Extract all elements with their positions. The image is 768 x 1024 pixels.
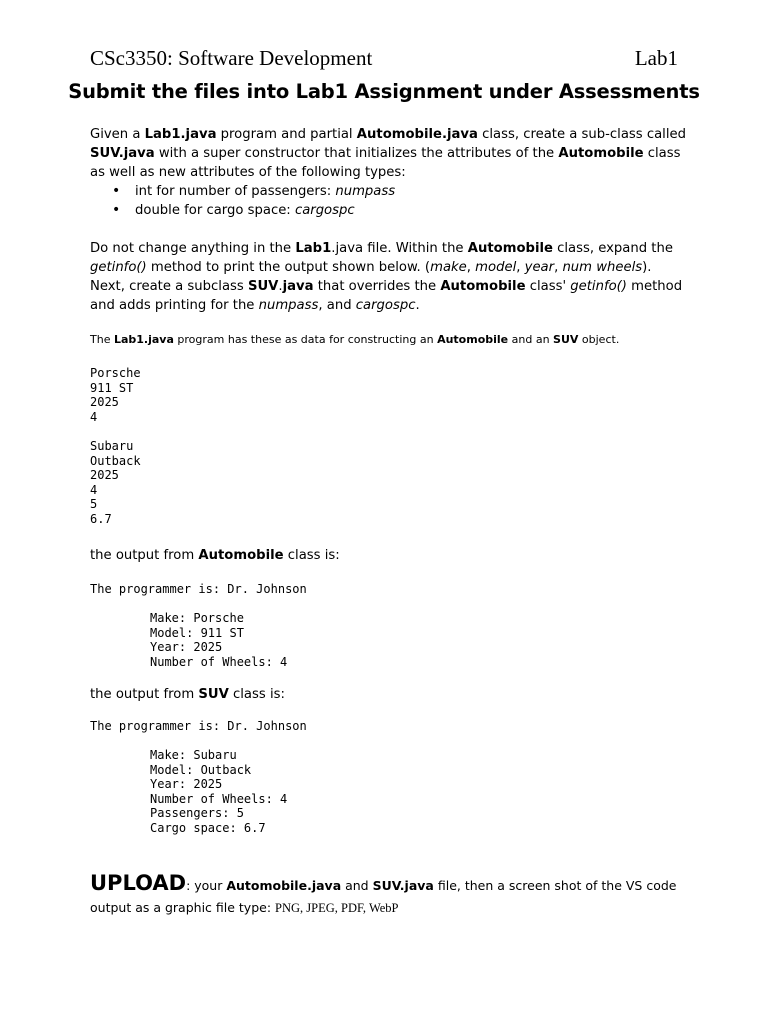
page-title: Submit the files into Lab1 Assignment under Assessments	[68, 80, 700, 103]
data-description: The Lab1.java program has these as data for constructing an Automobile and an SUV object.	[90, 333, 620, 346]
automobile-data-block: Porsche 911 ST 2025 4	[90, 366, 141, 424]
list-item: • int for number of passengers: numpass	[90, 182, 395, 201]
instructions-paragraph: Do not change anything in the Lab1.java file. Within the Automobile class, expand the getinfo() method to print the output shown below. (make, model, year, num wheels). Next, create a subclass SUV.java that overrides the Automobile class' getinfo() method and adds printing for the numpass, and cargospc.	[90, 241, 683, 313]
suv-output-block: Make: Subaru Model: Outback Year: 2025 Number of Wheels: 4 Passengers: 5 Cargo space: 6.7	[150, 748, 288, 835]
file-types: PNG, JPEG, PDF, WebP	[275, 901, 399, 915]
suv-output-header: The programmer is: Dr. Johnson	[90, 719, 307, 733]
attribute-list	[90, 182, 395, 220]
automobile-output-block: Make: Porsche Model: 911 ST Year: 2025 Number of Wheels: 4	[150, 611, 288, 669]
suv-data-block: Subaru Outback 2025 4 5 6.7	[90, 439, 141, 526]
upload-heading: UPLOAD	[90, 871, 187, 895]
automobile-output-label: the output from Automobile class is:	[90, 548, 340, 563]
suv-output-label: the output from SUV class is:	[90, 687, 285, 702]
list-item: • double for cargo space: cargospc	[90, 201, 395, 220]
upload-instructions: UPLOAD: your Automobile.java and SUV.java file, then a screen shot of the VS code output as a graphic file type: PNG, JPEG, PDF, WebP	[90, 871, 677, 915]
lab-label: Lab1	[634, 46, 678, 70]
course-name: CSc3350: Software Development	[90, 46, 373, 70]
automobile-output-header: The programmer is: Dr. Johnson	[90, 582, 307, 596]
page-header	[90, 46, 678, 71]
intro-paragraph: Given a Lab1.java program and partial Automobile.java class, create a sub-class called SUV.java with a super constructor that initializes the attributes of the Automobile class as well as new attributes of the following types:	[90, 127, 686, 180]
